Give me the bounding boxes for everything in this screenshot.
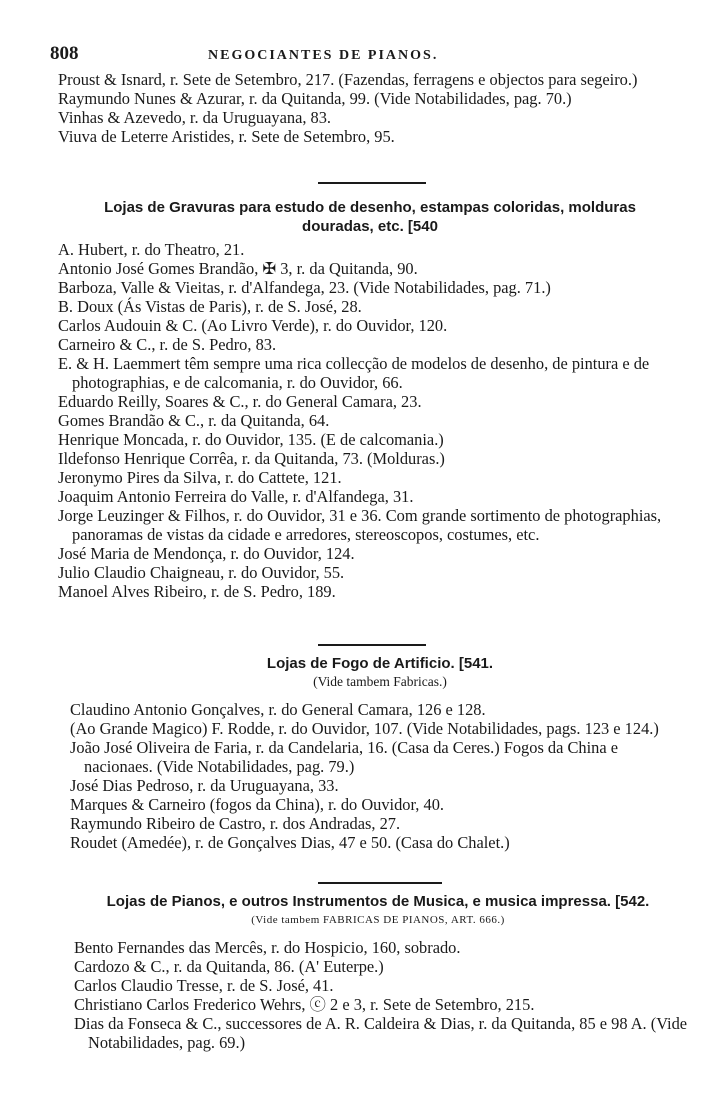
list-item: Julio Claudio Chaigneau, r. do Ouvidor, 55. (58, 563, 345, 582)
list-item: José Maria de Mendonça, r. do Ouvidor, 124. (58, 544, 355, 563)
list-item: Vinhas & Azevedo, r. da Uruguayana, 83. (58, 108, 332, 127)
section-heading-fogos (140, 654, 620, 691)
list-item: Marques & Carneiro (fogos da China), r. do Ouvidor, 40. (70, 795, 444, 814)
section-gravuras (54, 240, 684, 601)
section-subtitle: (Vide tambem FABRICAS DE PIANOS, ART. 666.) (251, 914, 505, 926)
list-item: Eduardo Reilly, Soares & C., r. do General Camara, 23. (58, 392, 422, 411)
list-item: Barboza, Valle & Vieitas, r. d'Alfandega, 23. (Vide Notabilidades, pag. 71.) (58, 278, 551, 297)
list-item: Claudino Antonio Gonçalves, r. do General Camara, 126 e 128. (70, 700, 486, 719)
list-item: Carlos Claudio Tresse, r. de S. José, 41. (74, 976, 334, 995)
list-item: E. & H. Laemmert têm sempre uma rica collecção de modelos de desenho, de pintura e de photographias, e de calcomania, r. do Ouvidor, 66. (58, 354, 650, 392)
list-item: João José Oliveira de Faria, r. da Candelaria, 16. (Casa da Ceres.) Fogos da China e nacionaes. (Vide Notabilidades, pag. 79.) (70, 738, 619, 776)
list-item: Raymundo Nunes & Azurar, r. da Quitanda, 99. (Vide Notabilidades, pag. 70.) (58, 89, 572, 108)
list-item: Jorge Leuzinger & Filhos, r. do Ouvidor, 31 e 36. Com grande sortimento de photographias, panoramas de vistas da cidade e arredores, stereoscopos, costumes, etc. (58, 506, 662, 544)
list-item: Christiano Carlos Frederico Wehrs, ⓒ 2 e 3, r. Sete de Setembro, 215. (74, 995, 535, 1014)
article-number: [542. (615, 893, 650, 910)
list-item: A. Hubert, r. do Theatro, 21. (58, 240, 245, 259)
list-item: Joaquim Antonio Ferreira do Valle, r. d'Alfandega, 31. (58, 487, 414, 506)
section-heading-pianos (68, 892, 688, 929)
section-divider (318, 882, 442, 884)
article-number: [540 (407, 218, 438, 235)
list-item: Bento Fernandes das Mercês, r. do Hospicio, 160, sobrado. (74, 938, 461, 957)
list-item: Viuva de Leterre Aristides, r. Sete de Setembro, 95. (58, 127, 395, 146)
page-header (50, 44, 690, 66)
list-item: Henrique Moncada, r. do Ouvidor, 135. (E de calcomania.) (58, 430, 444, 449)
section-title: Lojas de Fogo de Artificio. (266, 655, 455, 672)
section-title: Lojas de Pianos, e outros Instrumentos de Musica, e musica impressa. (106, 893, 611, 910)
list-item: Carneiro & C., r. de S. Pedro, 83. (58, 335, 277, 354)
list-item: Carlos Audouin & C. (Ao Livro Verde), r. do Ouvidor, 120. (58, 316, 448, 335)
list-item: Raymundo Ribeiro de Castro, r. dos Andradas, 27. (70, 814, 401, 833)
section-pianos (70, 938, 690, 1052)
article-number: [541. (458, 655, 494, 672)
section-continuation (54, 70, 684, 146)
list-item: Dias da Fonseca & C., successores de A. R. Caldeira & Dias, r. da Quitanda, 85 e 98 A. (Vide Notabilidades, pag. 69.) (74, 1014, 688, 1052)
list-item: Gomes Brandão & C., r. da Quitanda, 64. (58, 411, 330, 430)
list-item: Proust & Isnard, r. Sete de Setembro, 217. (Fazendas, ferragens e objectos para segeiro.) (58, 70, 638, 89)
list-item: José Dias Pedroso, r. da Uruguayana, 33. (70, 776, 339, 795)
list-item: Antonio José Gomes Brandão, ✠ 3, r. da Quitanda, 90. (58, 259, 418, 278)
list-item: Jeronymo Pires da Silva, r. do Cattete, 121. (58, 468, 342, 487)
list-item: (Ao Grande Magico) F. Rodde, r. do Ouvidor, 107. (Vide Notabilidades, pags. 123 e 124.) (70, 719, 659, 738)
page-number: 808 (50, 43, 79, 64)
list-item: B. Doux (Ás Vistas de Paris), r. de S. José, 28. (58, 297, 362, 316)
section-title: Lojas de Gravuras para estudo de desenho, estampas coloridas, molduras douradas, etc. (104, 199, 636, 235)
list-item: Ildefonso Henrique Corrêa, r. da Quitanda, 73. (Molduras.) (58, 449, 445, 468)
list-item: Roudet (Amedée), r. de Gonçalves Dias, 47 e 50. (Casa do Chalet.) (70, 833, 510, 852)
section-fogos (66, 700, 686, 852)
running-title: NEGOCIANTES DE PIANOS. (208, 48, 439, 63)
section-subtitle: (Vide tambem Fabricas.) (313, 674, 447, 689)
list-item: Cardozo & C., r. da Quitanda, 86. (A' Euterpe.) (74, 957, 384, 976)
section-heading-gravuras (100, 198, 640, 236)
section-divider (318, 182, 426, 184)
list-item: Manoel Alves Ribeiro, r. de S. Pedro, 189. (58, 582, 336, 601)
section-divider (318, 644, 426, 646)
